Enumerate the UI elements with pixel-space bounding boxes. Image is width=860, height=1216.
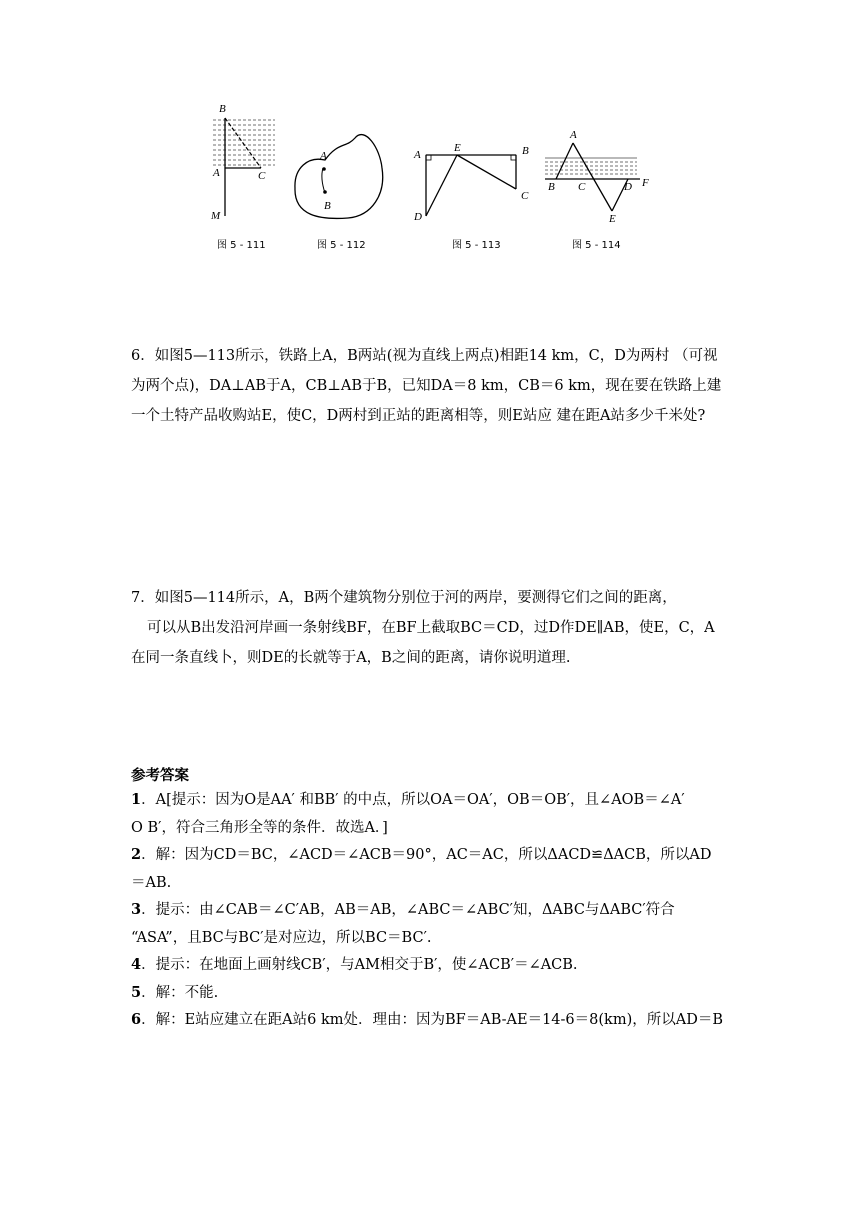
answer-line: [131, 924, 741, 952]
answer-number: 1: [131, 791, 142, 808]
answer-line: [131, 951, 741, 979]
question-7: [131, 583, 741, 673]
svg-text:E: E: [454, 142, 461, 154]
figure-strip: [205, 98, 675, 258]
question-line: 可以从B出发沿河岸画一条射线BF，在BF上截取BC＝CD，过D作DE∥AB，使E，C，A: [147, 620, 715, 636]
question-line: 7．如图5—114所示，A，B两个建筑物分别位于河的两岸，要测得它们之间的距离，: [131, 590, 677, 606]
figure-5-111: [205, 98, 295, 258]
answer-number: 6: [131, 1011, 142, 1028]
answer-line: [131, 841, 741, 869]
answer-number: 2: [131, 846, 142, 863]
svg-text:F: F: [642, 177, 649, 189]
svg-text:C: C: [258, 170, 266, 182]
svg-text:B: B: [522, 145, 529, 157]
answer-number: 5: [131, 983, 142, 1001]
answer-number: 4: [131, 956, 142, 973]
answer-line: [131, 786, 741, 814]
answers-title: 参考答案: [131, 768, 189, 784]
question-line: 为两个点)，DA⊥AB于A，CB⊥AB于B，已知DA＝8 km，CB＝6 km，现在要在铁路上建: [131, 378, 722, 394]
answer-text: ．解：E站应建立在距A站6 km处．理由：因为BF＝AB-AE＝14-6＝8(km)，所以AD＝B: [141, 1012, 723, 1028]
figure-caption: 图 5 - 111: [217, 240, 266, 251]
answer-line: [131, 1006, 741, 1034]
answer-number: 3: [131, 901, 142, 918]
svg-text:D: D: [414, 211, 422, 223]
figure-caption: 图 5 - 113: [452, 240, 501, 251]
figure-caption: 图 5 - 114: [572, 240, 621, 251]
answer-text: ．解：不能.: [141, 984, 219, 1001]
svg-text:B: B: [219, 103, 226, 115]
answer-line: [131, 814, 741, 842]
answer-text: ．提示：在地面上画射线CB′，与AM相交于B′，使∠ACB′＝∠ACB.: [141, 957, 578, 973]
svg-text:A: A: [320, 150, 327, 162]
figure-5-112: [290, 98, 390, 258]
answer-text: ＝AB.: [131, 874, 172, 891]
question-line: 在同一条直线卜，则DE的长就等于A，B之间的距离，请你说明道理.: [131, 650, 571, 666]
answer-text: O B′，符合三角形全等的条件．故选A．]: [131, 819, 388, 836]
answers-list: [131, 786, 741, 1034]
figure-5-113: [410, 98, 530, 258]
figure-5-113-drawing: [410, 98, 530, 233]
question-line: 6．如图5—113所示，铁路上A，B两站(视为直线上两点)相距14 km，C，D为两村 （可视: [131, 348, 718, 364]
svg-text:B: B: [324, 200, 331, 212]
answer-text: ．A[提示：因为O是AA′ 和BB′ 的中点，所以OA＝OA′，OB＝OB′，且∠AOB＝∠A′: [141, 792, 685, 808]
svg-text:E: E: [609, 213, 616, 225]
answer-text: ．解：因为CD＝BC，∠ACD＝∠ACB＝90°，AC＝AC，所以ΔACD≌ΔACB，所以AD: [141, 847, 712, 863]
answer-line: [131, 896, 741, 924]
figure-5-114-drawing: [540, 98, 670, 233]
figure-5-111-drawing: [205, 98, 295, 233]
answer-line: [131, 979, 741, 1007]
figure-5-112-drawing: [290, 98, 390, 233]
answer-text: “ASA”，且BC与BC′是对应边，所以BC＝BC′.: [131, 929, 432, 946]
svg-text:A: A: [570, 129, 577, 141]
svg-text:M: M: [211, 210, 221, 222]
svg-text:D: D: [624, 181, 632, 193]
answer-line: [131, 869, 741, 897]
figure-caption: 图 5 - 112: [317, 240, 366, 251]
svg-text:A: A: [414, 149, 421, 161]
figure-5-114: [540, 98, 670, 258]
svg-text:C: C: [578, 181, 586, 193]
svg-text:A: A: [213, 167, 220, 179]
answer-text: ．提示：由∠CAB＝∠C′AB，AB＝AB，∠ABC＝∠ABC′知，ΔABC与ΔABC′符合: [141, 902, 675, 918]
question-line: 一个土特产品收购站E，使C，D两村到正站的距离相等，则E站应 建在距A站多少千米处?: [131, 408, 706, 424]
question-6: [131, 341, 741, 431]
svg-text:B: B: [548, 181, 555, 193]
svg-text:C: C: [521, 190, 529, 202]
